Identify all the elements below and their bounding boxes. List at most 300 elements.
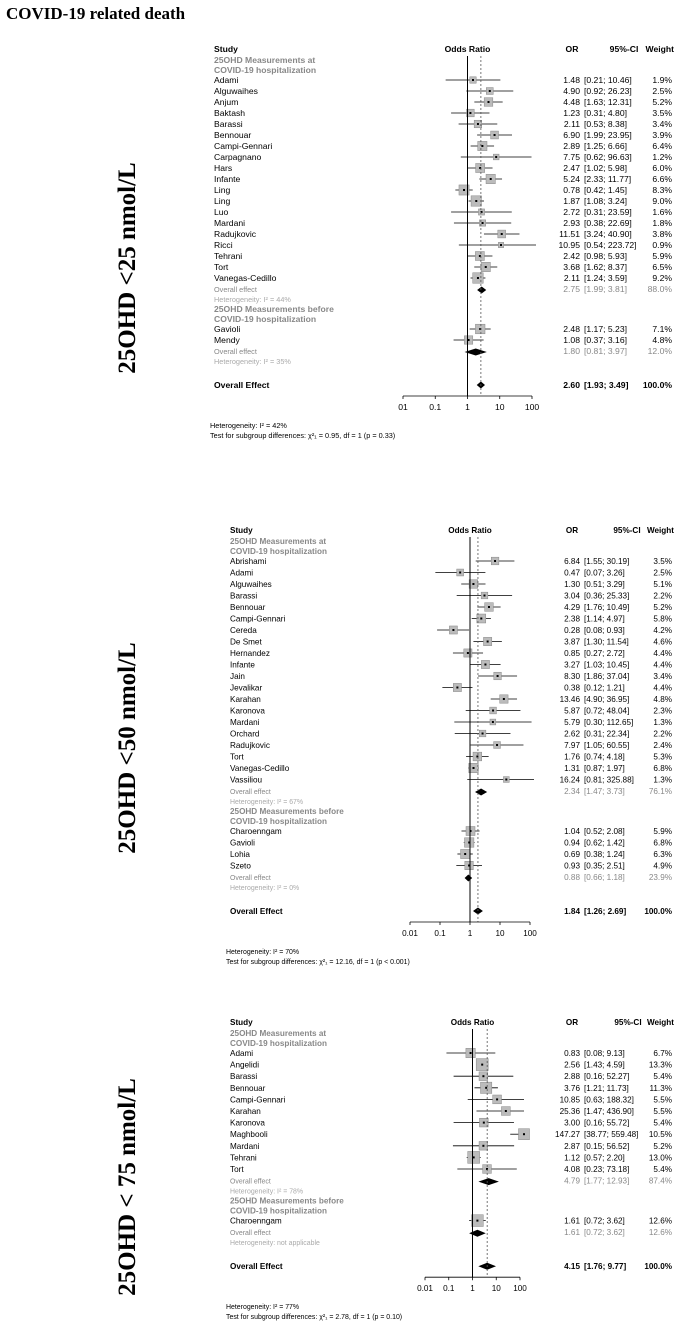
weight-value: 2.2%: [653, 591, 672, 601]
weight-value: 11.3%: [649, 1083, 672, 1093]
ci-value: [1.05; 60.55]: [584, 741, 630, 750]
study-label: Campi-Gennari: [214, 141, 273, 151]
or-value: 0.78: [563, 185, 580, 195]
weight-value: 5.4%: [653, 1165, 672, 1174]
point-estimate: [485, 1087, 487, 1089]
point-estimate: [494, 560, 496, 562]
or-value: 0.94: [564, 838, 580, 848]
study-label: Abrishami: [230, 557, 267, 566]
forest-plot-3: [226, 1018, 674, 1321]
weight-value: 5.4%: [653, 1118, 672, 1128]
or-value: 5.24: [563, 174, 580, 184]
point-estimate: [488, 606, 490, 608]
study-label: Maghbooli: [230, 1130, 268, 1140]
point-estimate: [473, 767, 475, 769]
study-label: Infante: [214, 174, 241, 184]
ci-value: [1.76; 10.49]: [584, 603, 630, 612]
point-estimate: [505, 779, 507, 781]
or-value: 1.30: [564, 580, 580, 589]
x-tick-label: 0.01: [417, 1284, 433, 1294]
or-value: 147.27: [555, 1130, 580, 1140]
point-estimate: [470, 1052, 472, 1054]
weight-value: 2.5%: [653, 568, 672, 578]
subgroup-heterogeneity: Heterogeneity: I² = 44%: [214, 295, 291, 304]
or-value: 4.29: [564, 603, 580, 612]
ci-value: [0.08; 0.93]: [584, 626, 625, 635]
study-label: Bennouar: [214, 130, 252, 140]
point-estimate: [452, 629, 454, 631]
ci-value: [1.08; 3.24]: [584, 196, 628, 206]
footer-subgroup-test: Test for subgroup differences: χ²₁ = 2.78, df = 1 (p = 0.10): [226, 1314, 403, 1322]
x-tick-label: 10: [495, 929, 505, 938]
weight-value: 5.3%: [653, 752, 672, 762]
ci-value: [1.47; 436.90]: [584, 1107, 634, 1116]
footer-heterogeneity: Heterogeneity: I² = 70%: [226, 949, 300, 956]
point-estimate: [481, 1064, 483, 1066]
weight-value: 2.2%: [653, 729, 672, 739]
or-value: 0.69: [564, 850, 580, 859]
study-label: Lohia: [230, 850, 250, 859]
ci-value: [0.31; 23.59]: [584, 207, 632, 217]
header-study: Study: [230, 526, 253, 535]
or-value: 8.30: [564, 672, 580, 681]
weight-value: 5.2%: [653, 603, 672, 612]
ci-value: [0.27; 2.72]: [584, 649, 625, 658]
header-or: OR: [565, 44, 579, 54]
weight-value: 6.0%: [652, 163, 672, 173]
study-label: Mardani: [230, 718, 260, 727]
or-value: 0.83: [564, 1049, 580, 1058]
subgroup-overall-label: Overall effect: [230, 789, 271, 796]
study-label: Baktash: [214, 108, 246, 118]
point-estimate: [495, 156, 497, 158]
or-value: 2.62: [564, 729, 580, 739]
header-weight: Weight: [646, 526, 674, 535]
or-value: 3.87: [564, 637, 580, 647]
or-value: 1.23: [563, 108, 580, 118]
study-label: Vanegas-Cedillo: [230, 764, 290, 773]
ci-value: [0.37; 3.16]: [584, 335, 628, 345]
header-odds-ratio: Odds Ratio: [450, 1018, 495, 1027]
weight-value: 4.2%: [653, 626, 672, 635]
weight-value: 2.3%: [653, 706, 672, 716]
point-estimate: [492, 710, 494, 712]
study-label: Cereda: [230, 626, 257, 635]
weight-value: 5.5%: [653, 1107, 672, 1116]
subgroup-diamond: [475, 789, 487, 796]
study-label: Jain: [230, 672, 245, 681]
subgroup-weight: 87.4%: [648, 1176, 672, 1186]
or-value: 7.75: [563, 152, 580, 162]
side-label-lt50: 25OHD <50 nmol/L: [113, 642, 141, 854]
ci-value: [0.52; 2.08]: [584, 827, 625, 836]
or-value: 2.87: [564, 1141, 580, 1151]
subgroup-ci: [1.99; 3.81]: [584, 284, 628, 294]
subgroup-title: COVID-19 hospitalization: [214, 314, 317, 324]
or-value: 3.68: [563, 262, 580, 272]
or-value: 1.48: [563, 75, 580, 85]
or-value: 10.95: [558, 240, 580, 250]
weight-value: 13.3%: [648, 1060, 672, 1070]
overall-weight: 100.0%: [644, 1262, 672, 1272]
or-value: 6.84: [564, 557, 580, 566]
header-ci: 95%-CI: [609, 44, 639, 54]
or-value: 1.08: [563, 335, 580, 345]
or-value: 3.27: [564, 660, 580, 670]
ci-value: [1.14; 4.97]: [584, 614, 625, 624]
subgroup-or: 2.75: [563, 284, 580, 294]
point-estimate: [469, 112, 471, 114]
weight-value: 3.9%: [652, 130, 672, 140]
ci-value: [1.24; 3.59]: [584, 273, 628, 283]
overall-ci: [1.26; 2.69]: [584, 907, 627, 916]
ci-value: [2.33; 11.77]: [584, 174, 632, 184]
ci-value: [0.21; 10.46]: [584, 75, 632, 85]
or-value: 0.38: [564, 683, 580, 693]
x-tick-label: 01: [398, 402, 408, 412]
study-label: Luo: [214, 207, 229, 217]
ci-value: [1.17; 5.23]: [584, 324, 628, 334]
x-tick-label: 100: [513, 1284, 527, 1294]
point-estimate: [463, 189, 465, 191]
weight-value: 2.5%: [652, 86, 672, 96]
or-value: 2.72: [563, 207, 580, 217]
ci-value: [3.24; 40.90]: [584, 229, 632, 239]
subgroup-diamond: [478, 1178, 499, 1185]
weight-value: 0.9%: [652, 240, 672, 250]
header-odds-ratio: Odds Ratio: [444, 44, 491, 54]
point-estimate: [472, 583, 474, 585]
subgroup-weight: 88.0%: [647, 284, 672, 294]
weight-value: 3.5%: [652, 108, 672, 118]
ci-value: [1.02; 5.98]: [584, 163, 628, 173]
subgroup-or: 4.79: [564, 1176, 580, 1186]
ci-value: [0.72; 3.62]: [584, 1216, 625, 1226]
weight-value: 4.4%: [653, 660, 672, 670]
study-label: Charoenngam: [230, 1216, 282, 1226]
forest-plot-2: [226, 526, 674, 966]
weight-value: 5.1%: [653, 580, 672, 589]
or-value: 10.85: [559, 1095, 580, 1105]
point-estimate: [487, 641, 489, 643]
or-value: 2.88: [564, 1072, 580, 1082]
point-estimate: [472, 79, 474, 81]
study-label: Bennouar: [230, 603, 266, 612]
weight-value: 1.9%: [652, 75, 672, 85]
footer-heterogeneity: Heterogeneity: I² = 42%: [210, 421, 287, 430]
point-estimate: [503, 698, 505, 700]
ci-value: [0.23; 73.18]: [584, 1165, 630, 1174]
subgroup-ci: [1.77; 12.93]: [584, 1176, 630, 1186]
weight-value: 1.8%: [652, 218, 672, 228]
point-estimate: [477, 277, 479, 279]
subgroup-title: COVID-19 hospitalization: [230, 1039, 327, 1048]
study-label: Campi-Gennari: [230, 614, 286, 624]
weight-value: 5.2%: [653, 1141, 672, 1151]
study-label: Gavioli: [214, 324, 241, 334]
or-value: 0.85: [564, 649, 580, 658]
subgroup-weight: 12.0%: [647, 346, 672, 356]
subgroup-diamond: [469, 1230, 486, 1237]
header-weight: Weight: [646, 1018, 674, 1027]
study-label: Karonova: [230, 706, 265, 716]
ci-value: [0.30; 112.65]: [584, 718, 634, 727]
subgroup-weight: 23.9%: [648, 873, 672, 882]
or-value: 1.31: [564, 764, 580, 773]
or-value: 0.93: [564, 861, 580, 871]
point-estimate: [456, 687, 458, 689]
weight-value: 6.3%: [653, 850, 672, 859]
study-label: Radujkovic: [230, 741, 270, 750]
ci-value: [0.38; 22.69]: [584, 218, 632, 228]
subgroup-title: 25OHD Measurements before: [214, 304, 334, 314]
study-label: Karonova: [230, 1118, 265, 1128]
subgroup-overall-label: Overall effect: [230, 875, 271, 882]
subgroup-overall-label: Overall effect: [230, 1230, 271, 1238]
subgroup-title: 25OHD Measurements before: [230, 807, 344, 816]
subgroup-ci: [0.81; 3.97]: [584, 346, 628, 356]
weight-value: 13.0%: [648, 1153, 672, 1163]
ci-value: [1.62; 8.37]: [584, 262, 628, 272]
point-estimate: [497, 675, 499, 677]
study-label: Adami: [230, 1049, 254, 1058]
study-label: Ling: [214, 196, 231, 206]
point-estimate: [490, 178, 492, 180]
ci-value: [0.31; 22.34]: [584, 729, 630, 739]
weight-value: 4.4%: [653, 683, 672, 693]
weight-value: 6.8%: [653, 764, 672, 773]
x-tick-label: 0.1: [443, 1284, 455, 1294]
or-value: 1.87: [563, 196, 580, 206]
ci-value: [0.36; 25.33]: [584, 591, 630, 601]
weight-value: 3.4%: [652, 119, 672, 129]
x-tick-label: 1: [465, 402, 470, 412]
study-label: Campi-Gennari: [230, 1095, 286, 1105]
weight-value: 1.6%: [652, 207, 672, 217]
weight-value: 6.7%: [653, 1049, 672, 1058]
study-label: De Smet: [230, 637, 262, 647]
weight-value: 1.2%: [652, 152, 672, 162]
point-estimate: [488, 101, 490, 103]
ci-value: [0.54; 223.72]: [584, 240, 637, 250]
ci-value: [1.21; 11.73]: [584, 1083, 629, 1093]
point-estimate: [475, 200, 477, 202]
subgroup-title: 25OHD Measurements at: [230, 1029, 327, 1038]
study-label: Adami: [230, 568, 254, 578]
point-estimate: [501, 233, 503, 235]
subgroup-ci: [1.47; 3.73]: [584, 787, 625, 796]
study-label: Tort: [230, 1165, 244, 1174]
or-value: 13.46: [559, 695, 580, 704]
point-estimate: [482, 733, 484, 735]
page-title: COVID-19 related death: [6, 4, 186, 23]
ci-value: [0.51; 3.29]: [584, 580, 625, 589]
header-study: Study: [230, 1018, 253, 1027]
subgroup-title: COVID-19 hospitalization: [230, 547, 327, 556]
or-value: 4.48: [563, 97, 580, 107]
ci-value: [0.62; 1.42]: [584, 838, 625, 848]
weight-value: 6.8%: [653, 838, 672, 848]
or-value: 3.76: [564, 1083, 580, 1093]
study-label: Jevalikar: [230, 683, 263, 693]
ci-value: [0.15; 56.52]: [584, 1141, 630, 1151]
ci-value: [0.81; 325.88]: [584, 775, 634, 785]
weight-value: 1.3%: [653, 775, 672, 785]
header-ci: 95%-CI: [614, 1018, 642, 1027]
or-value: 0.28: [564, 626, 580, 635]
x-tick-label: 100: [523, 929, 537, 938]
point-estimate: [464, 853, 466, 855]
or-value: 2.11: [563, 119, 580, 129]
point-estimate: [484, 664, 486, 666]
ci-value: [38.77; 559.48]: [584, 1130, 639, 1140]
or-value: 3.00: [564, 1118, 580, 1128]
weight-value: 4.8%: [653, 695, 672, 704]
header-or: OR: [565, 526, 579, 535]
subgroup-heterogeneity: Heterogeneity: I² = 35%: [214, 357, 291, 366]
point-estimate: [481, 145, 483, 147]
or-value: 0.47: [564, 568, 580, 578]
footer-subgroup-test: Test for subgroup differences: χ²₁ = 0.95, df = 1 (p = 0.33): [210, 431, 396, 440]
or-value: 16.24: [559, 775, 580, 785]
study-label: Barassi: [230, 1072, 258, 1082]
overall-weight: 100.0%: [644, 907, 672, 916]
subgroup-title: COVID-19 hospitalization: [230, 817, 327, 826]
point-estimate: [477, 123, 479, 125]
weight-value: 5.9%: [652, 251, 672, 261]
side-label-lt75: 25OHD < 75 nmol/L: [113, 1078, 141, 1296]
overall-or: 2.60: [563, 380, 580, 390]
or-value: 25.36: [559, 1107, 580, 1116]
x-tick-label: 1: [470, 1284, 475, 1294]
study-label: Infante: [230, 660, 255, 670]
point-estimate: [494, 134, 496, 136]
study-label: Orchard: [230, 729, 260, 739]
study-label: Barassi: [230, 591, 258, 601]
study-label: Barassi: [214, 119, 243, 129]
subgroup-weight: 12.6%: [648, 1228, 672, 1238]
subgroup-title: 25OHD Measurements at: [230, 537, 327, 546]
overall-label: Overall Effect: [230, 1262, 283, 1272]
study-label: Radujkovic: [214, 229, 257, 239]
study-label: Adami: [214, 75, 239, 85]
weight-value: 8.3%: [652, 185, 672, 195]
or-value: 2.89: [563, 141, 580, 151]
overall-weight: 100.0%: [642, 380, 672, 390]
study-label: Ling: [214, 185, 231, 195]
weight-value: 7.1%: [652, 324, 672, 334]
x-tick-label: 1: [467, 929, 473, 938]
ci-value: [1.30; 11.54]: [584, 637, 629, 647]
or-value: 2.93: [563, 218, 580, 228]
header-or: OR: [565, 1018, 579, 1027]
weight-value: 4.4%: [653, 649, 672, 658]
subgroup-weight: 76.1%: [648, 787, 672, 796]
or-value: 11.51: [559, 229, 580, 239]
weight-value: 1.3%: [653, 718, 672, 727]
ci-value: [1.25; 6.66]: [584, 141, 628, 151]
overall-ci: [1.93; 3.49]: [584, 380, 629, 390]
x-tick-label: 0.1: [429, 402, 442, 412]
subgroup-title: COVID-19 hospitalization: [214, 65, 317, 75]
subgroup-title: COVID-19 hospitalization: [230, 1206, 327, 1216]
x-tick-label: 10: [494, 402, 505, 412]
ci-value: [0.35; 2.51]: [584, 861, 625, 871]
study-label: Vassiliou: [230, 775, 263, 785]
ci-value: [1.99; 23.95]: [584, 130, 632, 140]
subgroup-overall-label: Overall effect: [214, 347, 257, 356]
subgroup-title: 25OHD Measurements at: [214, 55, 316, 65]
subgroup-or: 0.88: [564, 873, 580, 882]
subgroup-diamond: [477, 287, 486, 294]
point-estimate: [467, 652, 469, 654]
point-estimate: [496, 1098, 498, 1100]
point-estimate: [482, 1145, 484, 1147]
overall-or: 1.84: [564, 907, 580, 916]
subgroup-overall-label: Overall effect: [230, 1178, 271, 1186]
ci-value: [0.16; 55.72]: [584, 1118, 630, 1128]
study-label: Gavioli: [230, 838, 255, 848]
header-weight: Weight: [645, 44, 674, 54]
footer-heterogeneity: Heterogeneity: I² = 77%: [226, 1304, 300, 1312]
point-estimate: [483, 1122, 485, 1124]
study-label: Bennouar: [230, 1083, 266, 1093]
subgroup-heterogeneity: Heterogeneity: I² = 0%: [230, 885, 300, 892]
ci-value: [0.63; 188.32]: [584, 1095, 634, 1105]
overall-ci: [1.76; 9.77]: [584, 1262, 627, 1272]
point-estimate: [485, 266, 487, 268]
study-label: Alguwaihes: [230, 580, 272, 589]
study-label: Tort: [214, 262, 229, 272]
study-label: Tort: [230, 752, 244, 762]
study-label: Mendy: [214, 335, 240, 345]
weight-value: 9.2%: [652, 273, 672, 283]
study-label: Alguwaihes: [214, 86, 258, 96]
weight-value: 4.8%: [652, 335, 672, 345]
point-estimate: [482, 222, 484, 224]
subgroup-diamond: [465, 875, 473, 882]
ci-value: [4.90; 36.95]: [584, 695, 630, 704]
forest-plot-1: [210, 44, 674, 440]
ci-value: [0.72; 48.04]: [584, 706, 630, 716]
x-tick-label: 0.01: [402, 929, 418, 938]
study-label: Ricci: [214, 240, 233, 250]
or-value: 6.90: [563, 130, 580, 140]
study-label: Karahan: [230, 695, 261, 704]
weight-value: 12.6%: [648, 1216, 672, 1226]
header-odds-ratio: Odds Ratio: [448, 526, 492, 535]
weight-value: 10.5%: [648, 1130, 672, 1140]
or-value: 2.38: [564, 614, 580, 624]
or-value: 1.76: [564, 752, 580, 762]
ci-value: [0.31; 4.80]: [584, 108, 628, 118]
ci-value: [0.42; 1.45]: [584, 185, 628, 195]
ci-value: [0.62; 96.63]: [584, 152, 632, 162]
subgroup-ci: [0.72; 3.62]: [584, 1228, 625, 1238]
subgroup-or: 2.34: [564, 787, 580, 796]
point-estimate: [496, 744, 498, 746]
point-estimate: [489, 90, 491, 92]
or-value: 5.79: [564, 718, 580, 727]
weight-value: 6.5%: [652, 262, 672, 272]
study-label: Carpagnano: [214, 152, 262, 162]
overall-or: 4.15: [564, 1262, 580, 1272]
weight-value: 6.4%: [652, 141, 672, 151]
weight-value: 4.6%: [653, 637, 672, 647]
x-tick-label: 0.1: [434, 929, 446, 938]
or-value: 2.56: [564, 1060, 580, 1070]
weight-value: 5.5%: [653, 1095, 672, 1105]
